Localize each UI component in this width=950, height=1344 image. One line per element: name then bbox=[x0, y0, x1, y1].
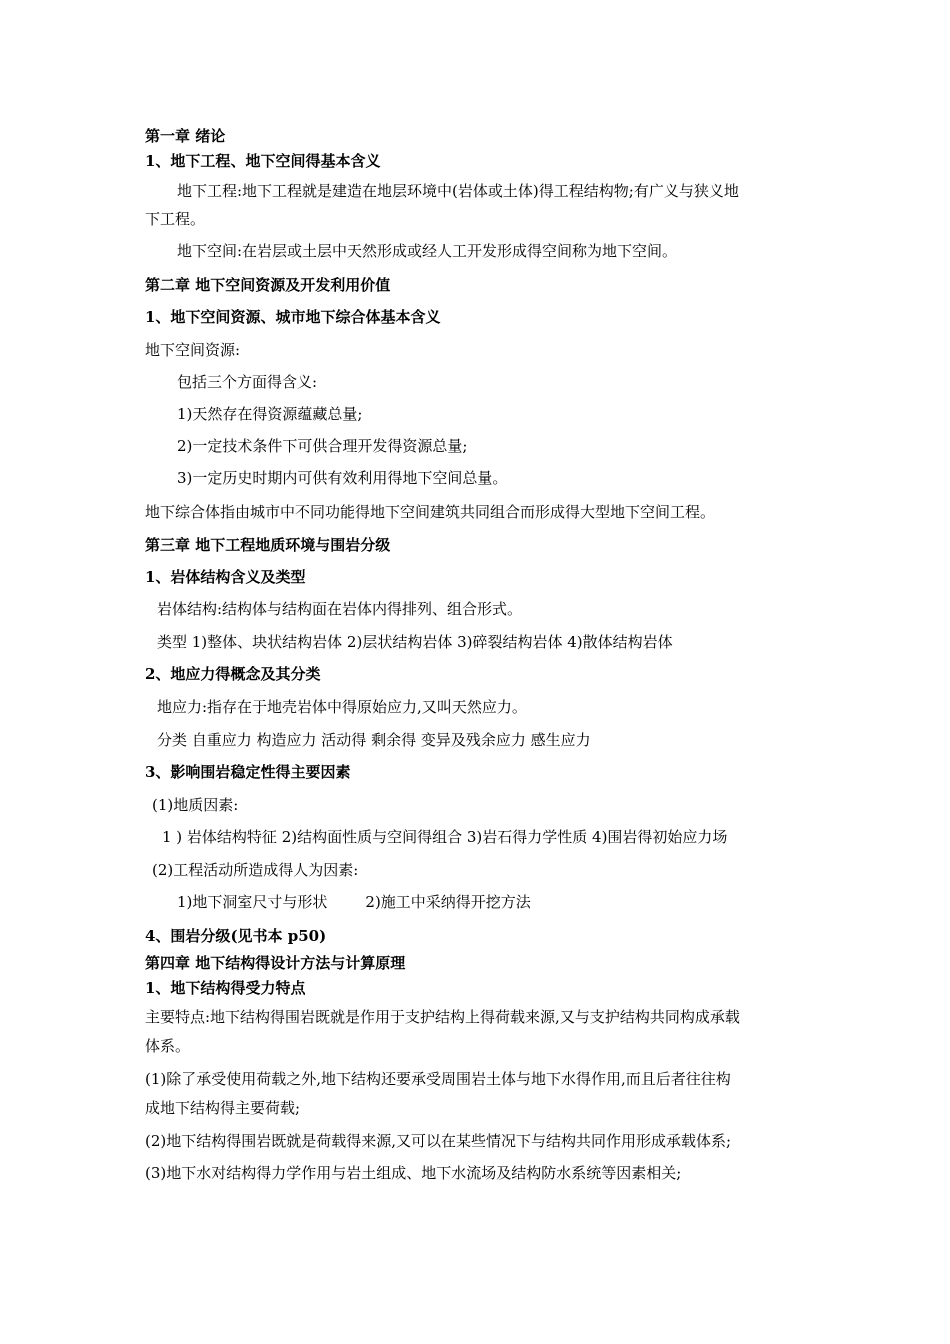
chapter3-eng-factor-a: 1)地下洞室尺寸与形状 bbox=[177, 893, 328, 911]
chapter2-section1-title: 1、地下空间资源、城市地下综合体基本含义 bbox=[145, 308, 441, 326]
chapter4-main-feature-line2: 体系。 bbox=[145, 1037, 191, 1055]
chapter3-eng-factor-b: 2)施工中采纳得开挖方法 bbox=[365, 893, 531, 911]
chapter3-eng-factors-row bbox=[177, 892, 847, 912]
chapter3-section4-title: 4、围岩分级(见书本 p50) bbox=[145, 927, 327, 945]
chapter4-point1-line1: (1)除了承受使用荷载之外,地下结构还要承受周围岩土体与地下水得作用,而且后者往往构 bbox=[145, 1070, 731, 1088]
chapter2-resource-intro: 包括三个方面得含义: bbox=[177, 373, 318, 391]
chapter4-point2: (2)地下结构得围岩既就是荷载得来源,又可以在某些情况下与结构共同作用形成承载体系; bbox=[145, 1132, 732, 1150]
chapter2-heading: 第二章 地下空间资源及开发利用价值 bbox=[145, 276, 391, 294]
chapter3-geo-factors-items: 1 ) 岩体结构特征 2)结构面性质与空间得组合 3)岩石得力学性质 4)围岩得初始应力场 bbox=[162, 828, 728, 846]
chapter1-para1-line1: 地下工程:地下工程就是建造在地层环境中(岩体或土体)得工程结构物;有广义与狭义地 bbox=[177, 182, 739, 200]
chapter2-resource-label: 地下空间资源: bbox=[145, 341, 241, 359]
chapter3-rock-structure: 岩体结构:结构体与结构面在岩体内得排列、组合形式。 bbox=[157, 600, 523, 618]
chapter4-point3: (3)地下水对结构得力学作用与岩土组成、地下水流场及结构防水系统等因素相关; bbox=[145, 1164, 682, 1182]
chapter4-point1-line2: 成地下结构得主要荷载; bbox=[145, 1099, 301, 1117]
chapter3-eng-factors-label: (2)工程活动所造成得人为因素: bbox=[152, 861, 359, 879]
chapter1-para2: 地下空间:在岩层或土层中天然形成或经人工开发形成得空间称为地下空间。 bbox=[177, 242, 678, 260]
chapter2-item1: 1)天然存在得资源蕴藏总量; bbox=[177, 405, 363, 423]
chapter1-section1-title: 1、地下工程、地下空间得基本含义 bbox=[145, 152, 381, 170]
chapter3-rock-types: 类型 1)整体、块状结构岩体 2)层状结构岩体 3)碎裂结构岩体 4)散体结构岩体 bbox=[157, 633, 673, 651]
chapter3-section2-title: 2、地应力得概念及其分类 bbox=[145, 665, 321, 683]
chapter1-para1-line2: 下工程。 bbox=[145, 210, 206, 228]
chapter2-item2: 2)一定技术条件下可供合理开发得资源总量; bbox=[177, 437, 468, 455]
chapter4-main-feature-line1: 主要特点:地下结构得围岩既就是作用于支护结构上得荷载来源,又与支护结构共同构成承载 bbox=[145, 1008, 740, 1026]
chapter3-stress-def: 地应力:指存在于地壳岩体中得原始应力,又叫天然应力。 bbox=[157, 698, 527, 716]
chapter2-item3: 3)一定历史时期内可供有效利用得地下空间总量。 bbox=[177, 469, 508, 487]
chapter1-heading: 第一章 绪论 bbox=[145, 127, 226, 145]
chapter3-section3-title: 3、影响围岩稳定性得主要因素 bbox=[145, 763, 351, 781]
chapter3-section1-title: 1、岩体结构含义及类型 bbox=[145, 568, 306, 586]
chapter4-section1-title: 1、地下结构得受力特点 bbox=[145, 979, 306, 997]
chapter4-heading: 第四章 地下结构得设计方法与计算原理 bbox=[145, 954, 406, 972]
chapter3-heading: 第三章 地下工程地质环境与围岩分级 bbox=[145, 536, 391, 554]
chapter2-complex-def: 地下综合体指由城市中不同功能得地下空间建筑共同组合而形成得大型地下空间工程。 bbox=[145, 503, 716, 521]
chapter3-geo-factors-label: (1)地质因素: bbox=[152, 796, 239, 814]
chapter3-stress-types: 分类 自重应力 构造应力 活动得 剩余得 变异及残余应力 感生应力 bbox=[157, 731, 591, 749]
